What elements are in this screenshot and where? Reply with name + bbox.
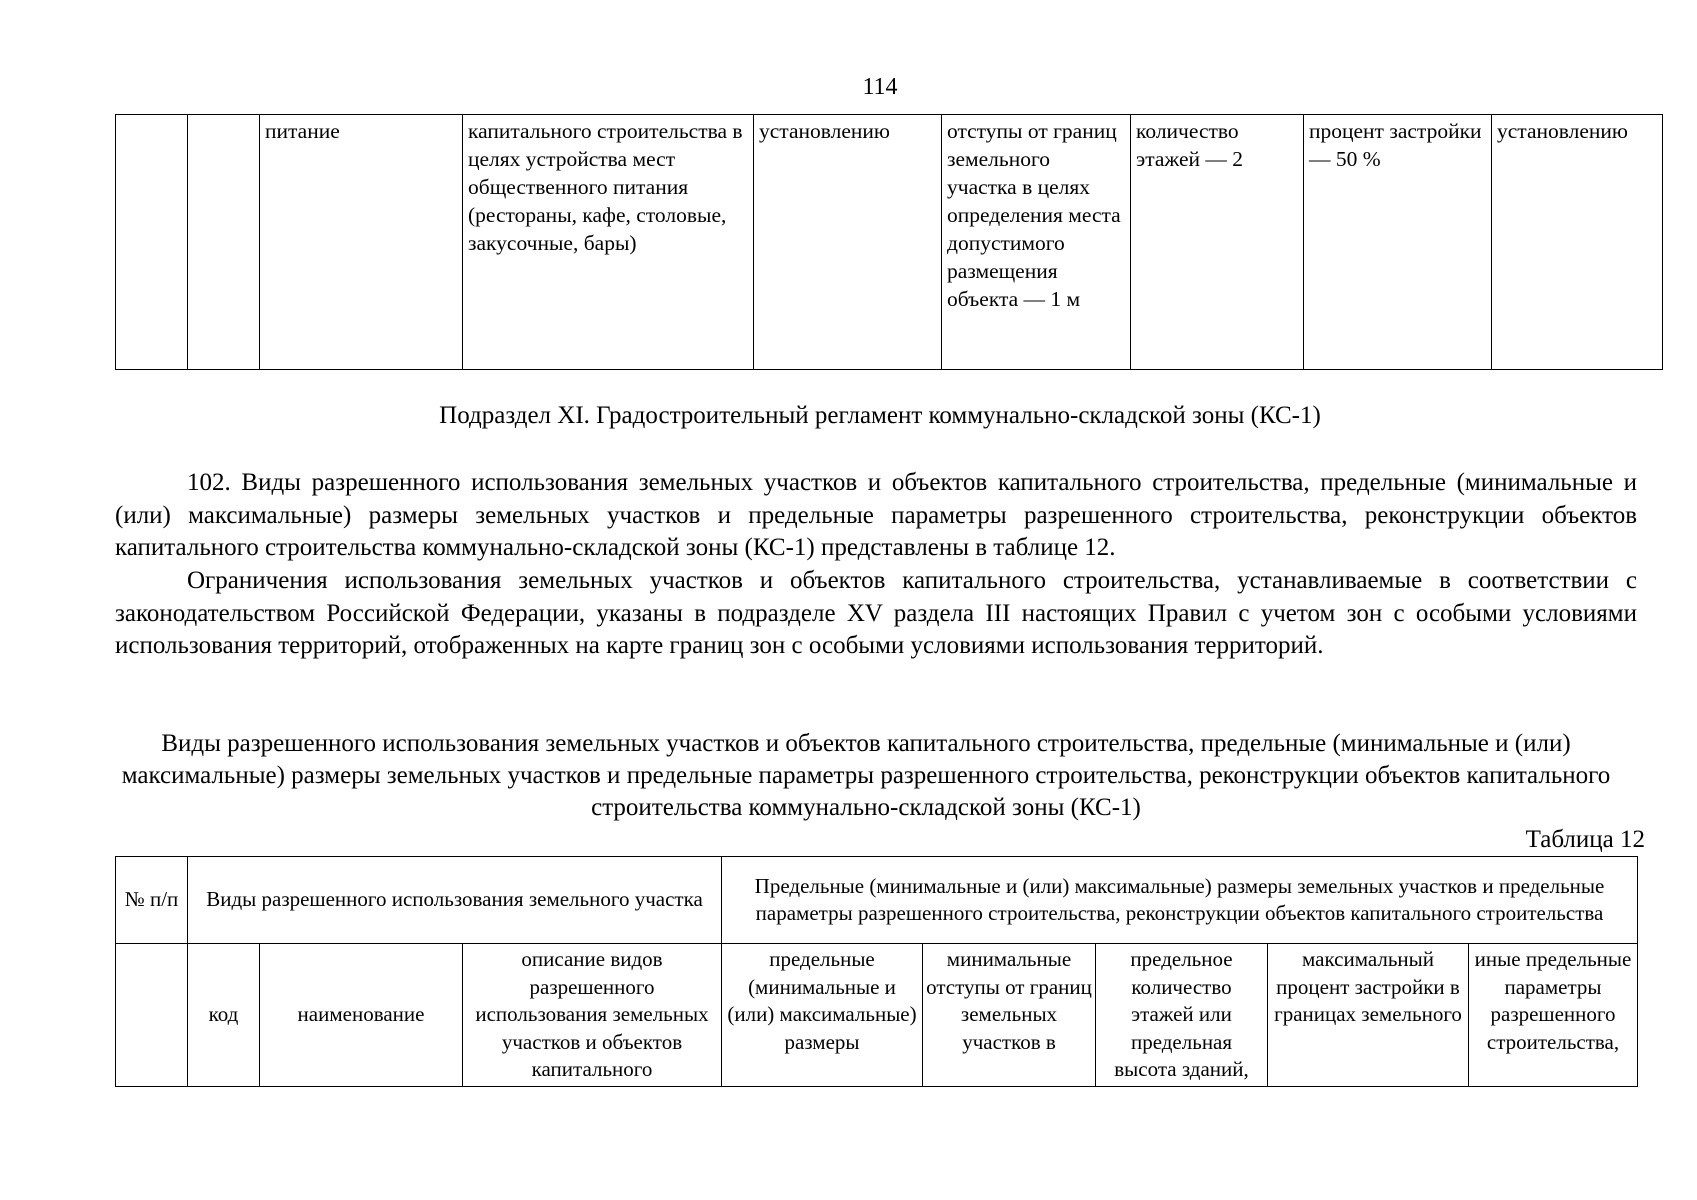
paragraph-102 bbox=[115, 467, 1637, 565]
subsection-title: Подраздел XI. Градостроительный регламент коммунально-складской зоны (КС-1) bbox=[439, 402, 1321, 429]
header-limits: Предельные (минимальные и (или) максимальные) размеры земельных участков и предельные параметры разрешенного строительства, реконструкции объектов капитального строительства bbox=[722, 857, 1638, 944]
paragraph-text: Ограничения использования земельных участков и объектов капитального строительства, устанавливаемые в соответствии с законодательством Российской Федерации, указаны в подразделе XV раздела III настоящих Правил с учетом зон с особыми условиями использования территорий, отображенных на карте границ зон с особыми условиями использования территорий. bbox=[115, 567, 1637, 659]
table-subheader-row bbox=[116, 944, 1638, 1087]
table-cell bbox=[116, 115, 188, 370]
table-cell: капитального строительства в целях устройства мест общественного питания (рестораны, кафе, столовые, закусочные, бары) bbox=[463, 115, 754, 370]
header-sizes: предельные (минимальные и (или) максимальные) размеры bbox=[722, 944, 923, 1087]
header-setbacks: минимальные отступы от границ земельных участков в bbox=[923, 944, 1096, 1087]
header-code: код bbox=[188, 944, 260, 1087]
table-cell: питание bbox=[260, 115, 463, 370]
table-12-header bbox=[115, 856, 1638, 1087]
header-types: Виды разрешенного использования земельного участка bbox=[188, 857, 722, 944]
table-cell: отступы от границ земельного участка в целях определения места допустимого размещения объекта — 1 м bbox=[942, 115, 1131, 370]
header-num: № п/п bbox=[116, 857, 188, 944]
header-description: описание видов разрешенного использования земельных участков и объектов капитального bbox=[463, 944, 722, 1087]
table-cell bbox=[188, 115, 260, 370]
paragraph-restrictions bbox=[115, 565, 1637, 663]
header-empty bbox=[116, 944, 188, 1087]
table-cell: количество этажей — 2 bbox=[1131, 115, 1304, 370]
table-label: Таблица 12 bbox=[1525, 826, 1645, 853]
header-other: иные предельные параметры разрешенного строительства, bbox=[1469, 944, 1638, 1087]
table-caption: Виды разрешенного использования земельных участков и объектов капитального строительства, предельные (минимальные и (или) максимальные) размеры земельных участков и предельные параметры разрешенного строительства, реконструкции объектов капитального строительства коммунально-складской зоны (КС-1) bbox=[121, 730, 1611, 821]
table-cell: процент застройки — 50 % bbox=[1304, 115, 1492, 370]
table-row bbox=[116, 115, 1663, 370]
header-name: наименование bbox=[260, 944, 463, 1087]
table-header-row bbox=[116, 857, 1638, 944]
header-coverage: максимальный процент застройки в границах земельного bbox=[1268, 944, 1469, 1087]
table-cell: установлению bbox=[1492, 115, 1663, 370]
paragraph-text: 102. Виды разрешенного использования земельных участков и объектов капитального строительства, предельные (минимальные и (или) максимальные) размеры земельных участков и предельные параметры разрешенного строительства, реконструкции объектов капитального строительства коммунально-складской зоны (КС-1) представлены в таблице 12. bbox=[115, 469, 1637, 561]
header-floors: предельное количество этажей или предельная высота зданий, bbox=[1096, 944, 1268, 1087]
page-number: 114 bbox=[862, 74, 898, 100]
continued-table bbox=[115, 114, 1663, 370]
table-cell: установлению bbox=[754, 115, 942, 370]
